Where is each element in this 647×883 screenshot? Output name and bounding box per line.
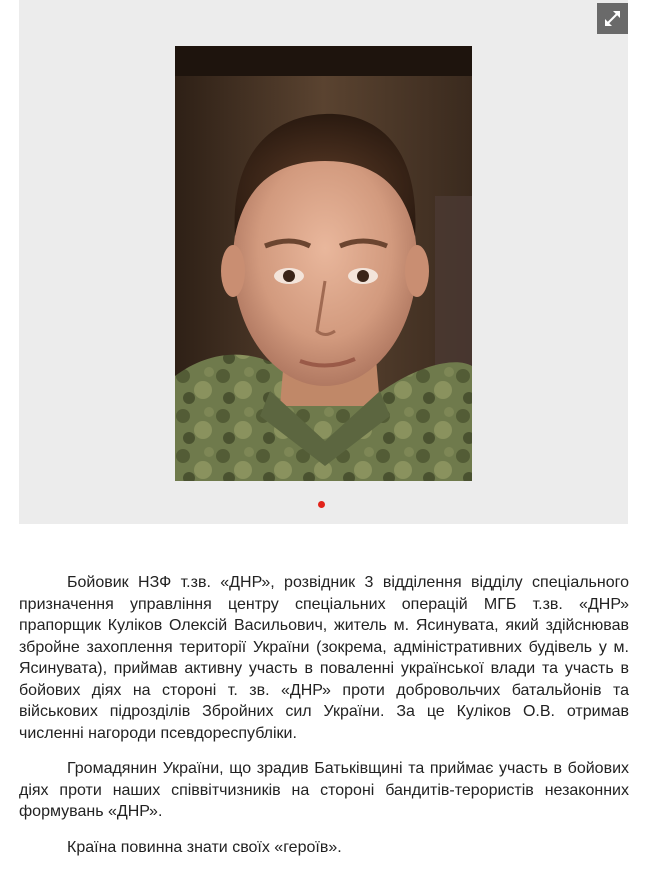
paragraph-3: Країна повинна знати своїх «героїв». <box>67 838 342 856</box>
portrait-photo[interactable] <box>175 46 472 481</box>
article-body <box>19 572 629 872</box>
expand-icon <box>597 3 628 34</box>
portrait-image <box>175 46 472 481</box>
paragraph-1: Бойовик НЗФ т.зв. «ДНР», розвідник 3 відділення відділу спеціального призначення управління центру спеціальних операцій МГБ т.зв. «ДНР» прапорщик Куліков Олексій Васильович, житель м. Ясинувата, який здійснював збройне захоплення території України (зокрема, адміністративних будівель у м. Ясинувата), приймав активну участь в поваленні української влади та участь в бойових діях на стороні т. зв. «ДНР» проти добровольчих батальйонів та військових підрозділів Збройних сил України. За це Куліков О.В. отримав численні нагороди псевдореспубліки. <box>19 574 629 742</box>
expand-button[interactable] <box>597 3 628 34</box>
paragraph-2: Громадянин України, що зрадив Батьківщині та приймає участь в бойових діях проти наших співвітчизників на стороні бандитів-терористів незаконних формувань «ДНР». <box>19 760 629 820</box>
gallery-dot-active[interactable] <box>318 501 325 508</box>
photo-gallery <box>19 0 628 524</box>
